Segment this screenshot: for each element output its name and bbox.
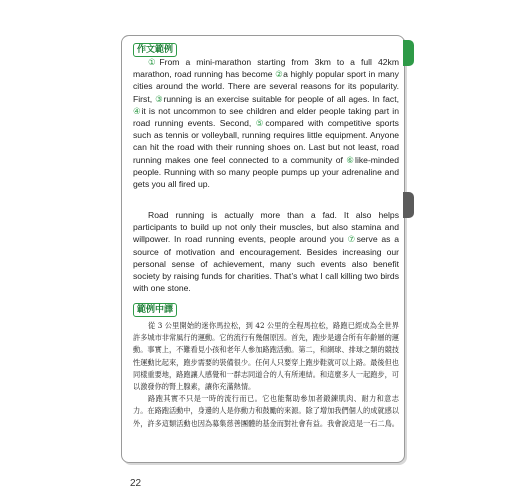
circled-number-marker: ① xyxy=(148,57,160,67)
circled-number-marker: ⑤ xyxy=(255,118,266,129)
example-paragraph-2 xyxy=(133,209,399,294)
example-text-segment: a highly popular sport in many cities around the world. There are several reasons for its popularity. First, xyxy=(133,69,399,104)
circled-number-marker: ⑦ xyxy=(347,234,357,245)
example-text-block-2 xyxy=(133,209,399,294)
circled-number-marker: ② xyxy=(275,69,284,80)
example-paragraph-1 xyxy=(133,56,399,190)
example-text-segment: it is not uncommon to see children and elder people taking part in road running events. Second, xyxy=(133,105,399,129)
page-number: 22 xyxy=(130,478,142,489)
translation-paragraph-1: 從 3 公里開始的迷你馬拉松，到 42 公里的全程馬拉松，路跑已經成為全世界許多城市非常風行的運動。它的流行有幾個原因。首先，跑步是適合所有年齡層的運動。事實上，不難看見小孩和老年人參加路跑活動。第二，和網球、排球之類的競技性運動比起來，跑步需要的裝備很少。任何人只要穿上跑步鞋就可以上路。最後但也同樣重要地，路跑讓人感覺和一群志同道合的人有所連結。和這麼多人一起跑步，可以激發你的腎上腺素，讓你充滿熱情。 xyxy=(133,321,399,392)
example-text-block xyxy=(133,56,399,190)
section-label-translation: 範例中譯 xyxy=(133,303,177,317)
translation-text-block xyxy=(133,320,399,430)
example-text-segment: running is an exercise suitable for people of all ages. In fact, xyxy=(163,93,399,104)
section-tab-green xyxy=(403,40,414,66)
section-label-example: 作文範例 xyxy=(133,43,177,57)
example-text-segment: From a mini-marathon starting from 3km to a full 42km marathon, road running has become xyxy=(133,57,399,80)
translation-paragraph-2: 路跑其實不只是一時的流行而已。它也能幫助參加者鍛鍊肌肉、耐力和意志力。在路跑活動中，身邊的人是你動力和鼓勵的來源。除了增加我們個人的成就感以外，許多這類活動也因為募集慈善團體的基金而對社會有益。我會說這是一石二鳥。 xyxy=(133,394,399,428)
example-text-segment: like-minded people. Running with so many people pumps up your adrenaline and gets you all fired up. xyxy=(133,154,399,190)
circled-number-marker: ④ xyxy=(133,105,142,116)
section-tab-gray xyxy=(403,192,414,218)
circled-number-marker: ⑥ xyxy=(346,154,356,165)
example-text-segment: compared with competitive sports such as tennis or volleyball, running requires little equipment. Anyone can hit the road with their running shoes on. Last but not least, road running makes one feel connected to a community of xyxy=(133,118,399,165)
example-text-segment: Road running is actually more than a fad. It also helps participants to build up not only their muscles, but also stamina and willpower. In road running events, people around you xyxy=(133,210,399,245)
example-text-segment: serve as a source of motivation and encouragement. Besides increasing our personal sense of achievement, many such events also benefit society by raising funds for charities. That’s what I call killing two birds with one stone. xyxy=(133,234,399,294)
circled-number-marker: ③ xyxy=(155,93,164,104)
